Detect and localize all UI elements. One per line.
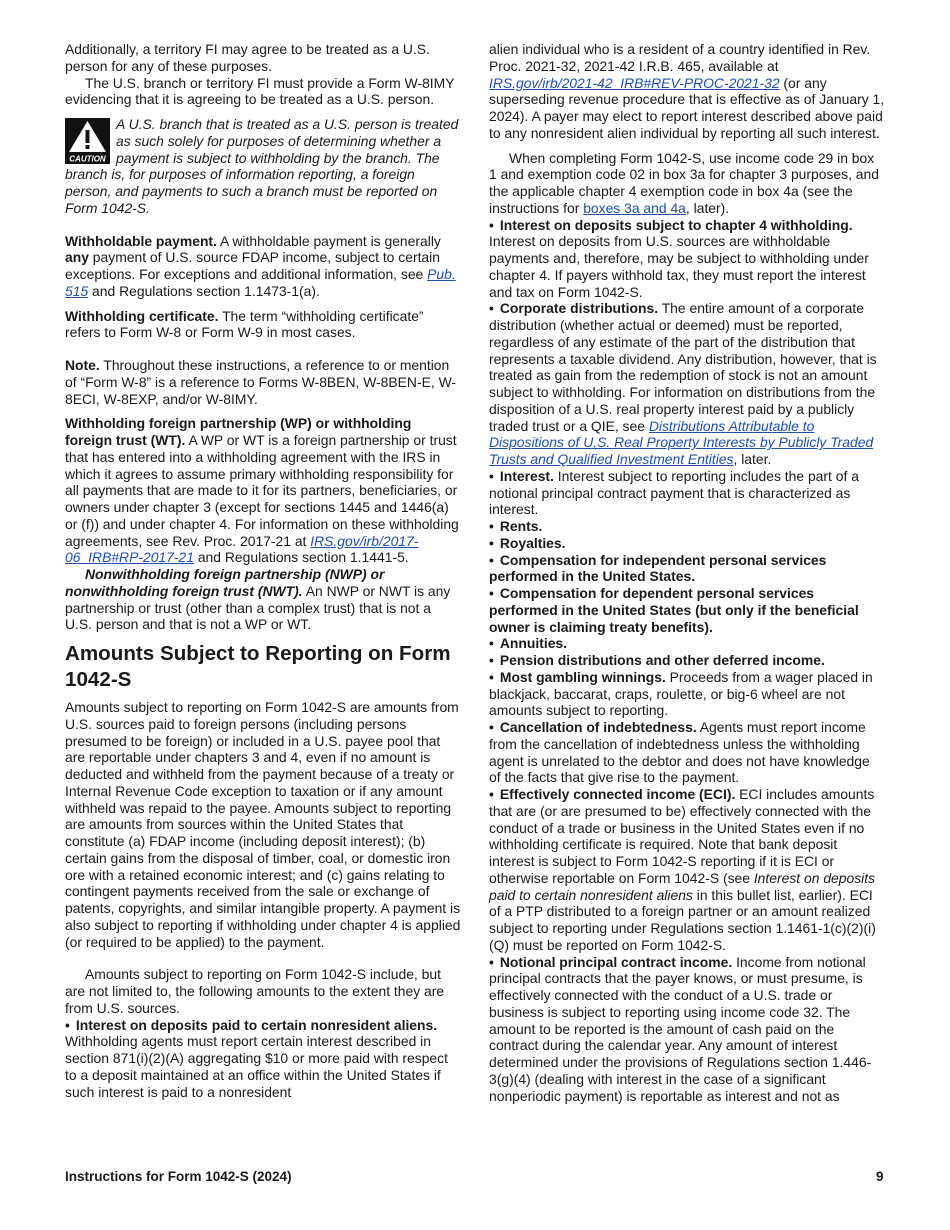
caution-text: A U.S. branch that is treated as a U.S. person is treated as such solely for purposes of determining whether a payment is subject to withholding by the branch. The branch is, for purposes of information reporting, a foreign person, and payments to such a branch must be reported on Form 1042-S. — [65, 116, 459, 216]
bullet-rents: • Rents. — [489, 518, 543, 534]
rev-proc-continuation: alien individual who is a resident of a country identified in Rev. Proc. 2021-32, 2021-42 I.R.B. 465, available at IRS.gov/irb/2021-42_IRB#REV-PROC-2021-32 (or any superseding revenue procedure that is effective as of January 1, 2024). A payer may elect to report interest described above paid to any nonresident alien individual by reporting all such interest. — [489, 41, 885, 141]
rev-proc-2021-32-link[interactable]: IRS.gov/irb/2021-42_IRB#REV-PROC-2021-32 — [489, 74, 780, 91]
section-heading-amounts-subject: Amounts Subject to Reporting on Form 1042-S — [65, 642, 451, 691]
branch-w8imy-paragraph: The U.S. branch or territory FI must provide a Form W-8IMY evidencing that it is agreeing to be treated as a U.S. person. — [65, 74, 455, 108]
completing-form-paragraph: When completing Form 1042-S, use income code 29 in box 1 and exemption code 02 in box 3a for chapter 3 purposes, and the applicable chapter 4 exemption code in box 4a (see the instructions for boxes 3a and 4a, later). — [489, 149, 879, 216]
bullet-independent-services: • Compensation for independent personal services performed in the United States. — [489, 551, 827, 585]
bullet-cancellation: • Cancellation of indebtedness. Agents must report income from the cancellation of indebtedness unless the withholding agent is unrelated to the debtor and does not have knowledge of the facts that give rise to the payment. — [489, 719, 870, 786]
page-number: 9 — [876, 1169, 884, 1184]
bullet-royalties: • Royalties. — [489, 534, 566, 551]
caution-icon — [65, 118, 110, 164]
pub-515-link[interactable]: Pub. 515 — [65, 266, 456, 299]
withholdable-payment-heading: Withholdable payment. — [65, 232, 217, 249]
footer-title: Instructions for Form 1042-S (2024) — [65, 1169, 292, 1184]
bullet-notional-principal: • Notional principal contract income. Income from notional principal contracts that the payer knows, or must presume, is effectively connected with the conduct of a U.S. trade or business is subject to reporting using income code 32. The amount to be reported is the amount of cash paid on the contract during the calendar year. Any amount of interest determined under the provisions of Regulations section 1.446-3(g)(4) (dealing with interest in the case of a significant nonperiodic payment) is reportable as interest and not as — [489, 953, 872, 1104]
right-column — [489, 41, 885, 1104]
amounts-paragraph-1: Amounts subject to reporting on Form 1042-S are amounts from U.S. sources paid to foreign persons (including persons presumed to be foreign) or included in a U.S. payee pool that are reportable under chapters 3 and 4, even if no amount is deducted and withheld from the payment because of a treaty or Internal Revenue Code exception to taxation or if any amount withheld was repaid to the payee. Amounts subject to reporting are amounts from sources within the United States that constitute (a) FDAP income (including deposit interest); (b) certain gains from the disposal of timber, coal, or domestic iron ore with a retained economic interest; and (c) gains relating to contingent payments received from the sale or exchange of patents, copyrights, and similar intangible property. A payment is also subject to reporting if withholding under chapter 4 is applied (or required to be applied) to the payment. — [65, 699, 461, 950]
bullet-pension: • Pension distributions and other deferred income. — [489, 652, 825, 668]
nwp-nwt-paragraph: Nonwithholding foreign partnership (NWP) or nonwithholding foreign trust (NWT). An NWP or NWT is any partnership or trust (other than a complex trust) that is not a U.S. person and that is not a WP or WT. — [65, 566, 451, 633]
bullet-interest-nonresident-aliens: • Interest on deposits paid to certain nonresident aliens. Withholding agents must report certain interest described in section 871(i)(2)(A) aggregating $10 or more paid with respect to a deposit maintained at an office within the United States if such interest is paid to a nonresident — [65, 1016, 448, 1100]
withholding-certificate-paragraph: Withholding certificate. The term “withholding certificate” refers to Form W-8 or Form W-9 in most cases. — [65, 307, 424, 341]
nwp-nwt-heading: Nonwithholding foreign partnership (NWP) or nonwithholding foreign trust (NWT). — [65, 566, 385, 599]
withholdable-payment-paragraph: Withholdable payment. A withholdable payment is generally any payment of U.S. source FDAP income, subject to certain exceptions. For exceptions and additional information, see Pub. 515 and Regulations section 1.1473-1(a). — [65, 232, 456, 299]
caution-label: CAUTION — [69, 154, 106, 164]
caution-note — [65, 116, 461, 217]
wp-wt-paragraph: Withholding foreign partnership (WP) or withholding foreign trust (WT). A WP or WT is a foreign partnership or trust that has entered into a withholding agreement with the IRS in which it agrees to assume primary withholding responsibility for all payments that are made to it for its partners, beneficiaries, or owners under chapter 3 (except for sections 1445 and 1446(a) or (f)) and under chapter 4. For information on these withholding agreements, see Rev. Proc. 2017-21 at IRS.gov/irb/2017-06_IRB#RP-2017-21 and Regulations section 1.1441-5. — [65, 415, 459, 566]
rp-2017-21-link[interactable]: IRS.gov/irb/2017-06_IRB#RP-2017-21 — [65, 532, 419, 566]
note-heading: Note. — [65, 357, 100, 373]
boxes-3a-4a-link[interactable]: boxes 3a and 4a — [583, 199, 686, 216]
amounts-paragraph-2: Amounts subject to reporting on Form 1042-S include, but are not limited to, the following amounts to the extent they are from U.S. sources. — [65, 966, 445, 1016]
territory-fi-paragraph: Additionally, a territory FI may agree to be treated as a U.S. person for any of these purposes. — [65, 41, 430, 74]
bullet-dependent-services: • Compensation for dependent personal services performed in the United States (but only if the beneficial owner is claiming treaty benefits). — [489, 585, 859, 635]
bullet-gambling: • Most gambling winnings. Proceeds from a wager placed in blackjack, baccarat, craps, roulette, or big-6 wheel are not amounts subject to reporting. — [489, 668, 873, 719]
withholding-certificate-heading: Withholding certificate. — [65, 307, 219, 324]
usrpi-distributions-link[interactable]: Distributions Attributable to Dispositions of U.S. Real Property Interests by Publicly Traded Trusts and Qualified Investment Entities — [489, 417, 874, 467]
bullet-corporate-distributions: • Corporate distributions. The entire amount of a corporate distribution (whether actual or deemed) must be reported, regardless of any estimate of the part of the distribution that represents a taxable dividend. Any distribution, however, that is treated as gain from the redemption of stock is not an amount subject to withholding. For information on distributions from the disposition of a U.S. real property interest paid by a publicly traded trust or a QIE, see Distributions Attributable to Dispositions of U.S. Real Property Interests by Publicly Traded Trusts and Qualified Investment Entities, later. — [489, 300, 877, 467]
bullet-annuities: • Annuities. — [489, 635, 568, 652]
bullet-interest: • Interest. Interest subject to reporting includes the part of a notional principal contract payment that is characterized as interest. — [489, 467, 859, 518]
note-paragraph: Note. Throughout these instructions, a reference to or mention of “Form W-8” is a reference to Forms W-8BEN, W-8BEN-E, W-8ECI, W-8EXP, and/or W-8IMY. — [65, 357, 457, 407]
left-column — [65, 41, 461, 1100]
bullet-eci: • Effectively connected income (ECI). ECI includes amounts that are (or are presumed to be) effectively connected with the conduct of a trade or business in the United States even if no withholding certificate is required. Note that bank deposit interest is subject to Form 1042-S reporting if it is ECI or otherwise reportable on Form 1042-S (see Interest on deposits paid to certain nonresident aliens in this bullet list, earlier). ECI of a PTP distributed to a foreign partner or an amount realized subject to reporting under Regulations section 1.1461-1(c)(2)(i)(Q) must be reported on Form 1042-S. — [489, 786, 876, 953]
bullet-chapter4-deposits: • Interest on deposits subject to chapter 4 withholding. Interest on deposits from U.S. sources are withholdable payments and, therefore, may be subject to withholding under chapter 4. If payers withhold tax, they must report the interest and tax on Form 1042-S. — [489, 216, 869, 300]
wp-wt-heading: Withholding foreign partnership (WP) or withholding foreign trust (WT). — [65, 415, 412, 448]
